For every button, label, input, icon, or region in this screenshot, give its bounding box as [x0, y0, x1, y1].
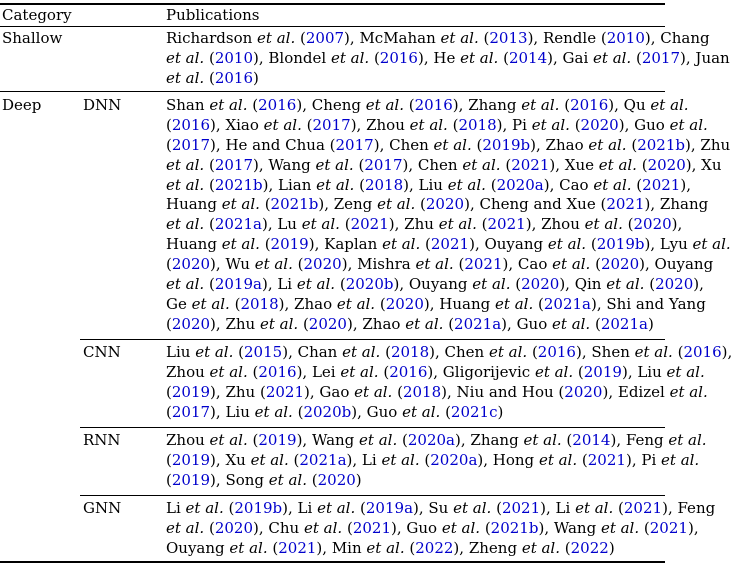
publication-line: Shan et al. (2016), Cheng et al. (2016), Zhang et al. (2016), Qu et al. [166, 96, 689, 114]
subsection-rule-cnn [80, 339, 665, 340]
publication-line: Ouyang et al. (2021), Min et al. (2022), Zheng et al. (2022) [166, 538, 615, 557]
publication-line: Huang et al. (2021b), Zeng et al. (2020), Cheng and Xue (2021), Zhang [166, 195, 709, 214]
row-shallow-category: Shallow [2, 29, 63, 47]
table-bottom-rule [0, 561, 665, 563]
header-publications: Publications [166, 6, 260, 24]
subsection-rule-gnn [80, 495, 665, 496]
row-rnn-publications [166, 431, 707, 491]
publication-line: et al. (2020), Chu et al. (2021), Guo et al. (2021b), Wang et al. (2021), [166, 518, 699, 537]
row-gnn-publications [166, 499, 716, 559]
publication-line: et al. (2010), Blondel et al. (2016), He et al. (2014), Gai et al. (2017), Juan [166, 48, 730, 67]
header-category: Category [2, 6, 72, 24]
row-shallow-publications [166, 29, 730, 89]
publication-line: (2017), He and Chua (2017), Chen et al. (2019b), Zhao et al. (2021b), Zhu [166, 135, 731, 154]
publication-line: Ge et al. (2018), Zhao et al. (2020), Huang et al. (2021a), Shi and Yang [166, 294, 706, 313]
section-rule [0, 91, 665, 92]
header-rule [0, 26, 665, 27]
publication-line: et al. (2019a), Li et al. (2020b), Ouyang et al. (2020), Qin et al. (2020), [166, 275, 704, 294]
publication-line: (2017), Liu et al. (2020b), Guo et al. (2021c) [166, 402, 504, 421]
row-cnn-subcategory: CNN [83, 343, 121, 361]
row-gnn-subcategory: GNN [83, 499, 122, 517]
row-dnn-publications [166, 96, 731, 335]
publication-line: Zhou et al. (2019), Wang et al. (2020a), Zhang et al. (2014), Feng et al. [166, 431, 707, 449]
row-cnn-publications [166, 343, 732, 423]
row-deep-category: Deep [2, 96, 42, 114]
subsection-rule-rnn [80, 427, 665, 428]
publication-line: et al. (2016) [166, 68, 259, 87]
publication-line: (2020), Wu et al. (2020), Mishra et al. (2021), Cao et al. (2020), Ouyang [166, 255, 714, 274]
publication-line: (2019), Song et al. (2020) [166, 470, 362, 489]
publication-line: Zhou et al. (2016), Lei et al. (2016), Gligorijevic et al. (2019), Liu et al. [166, 362, 705, 381]
publication-line: Liu et al. (2015), Chan et al. (2018), Chen et al. (2016), Shen et al. (2016), [166, 343, 732, 361]
publication-line: (2019), Xu et al. (2021a), Li et al. (2020a), Hong et al. (2021), Pi et al. [166, 450, 700, 469]
publication-line: et al. (2017), Wang et al. (2017), Chen et al. (2021), Xue et al. (2020), Xu [166, 155, 722, 174]
publication-line: (2019), Zhu (2021), Gao et al. (2018), Niu and Hou (2020), Edizel et al. [166, 382, 708, 401]
publication-line: Huang et al. (2019), Kaplan et al. (2021), Ouyang et al. (2019b), Lyu et al. [166, 235, 731, 254]
publication-line: et al. (2021b), Lian et al. (2018), Liu et al. (2020a), Cao et al. (2021), [166, 175, 691, 194]
publication-line: Li et al. (2019b), Li et al. (2019a), Su et al. (2021), Li et al. (2021), Feng [166, 499, 716, 517]
table-top-rule [0, 3, 665, 5]
publication-line: (2016), Xiao et al. (2017), Zhou et al. (2018), Pi et al. (2020), Guo et al. [166, 115, 708, 134]
row-dnn-subcategory: DNN [83, 96, 122, 114]
publication-line: et al. (2021a), Lu et al. (2021), Zhu et al. (2021), Zhou et al. (2020), [166, 215, 683, 234]
publication-line: Richardson et al. (2007), McMahan et al. (2013), Rendle (2010), Chang [166, 29, 710, 47]
publication-line: (2020), Zhu et al. (2020), Zhao et al. (2021a), Guo et al. (2021a) [166, 314, 654, 333]
row-rnn-subcategory: RNN [83, 431, 121, 449]
